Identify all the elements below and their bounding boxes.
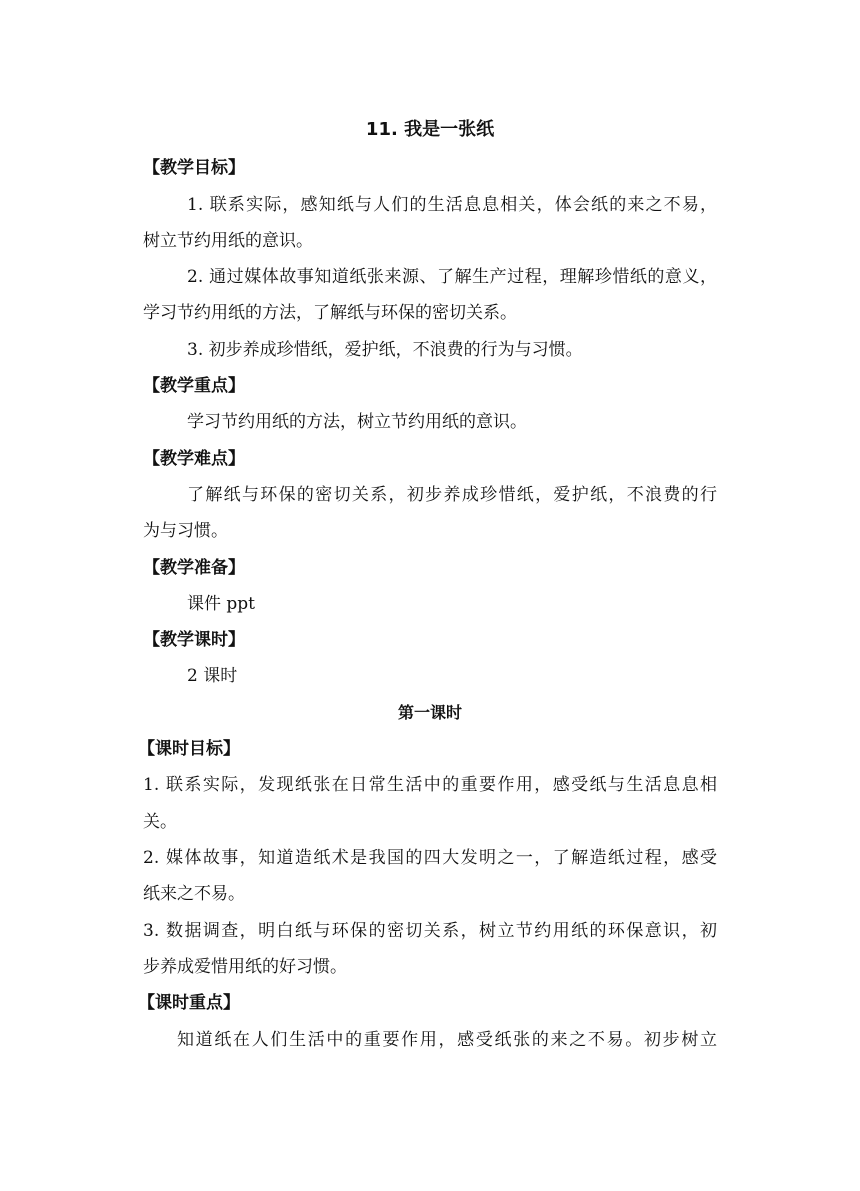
difficulty-line-1: 了解纸与环保的密切关系，初步养成珍惜纸，爱护纸，不浪费的行	[187, 485, 717, 505]
lesson-goal-1-line-2: 关。	[143, 812, 177, 832]
lesson-goal-2-line-1: 2. 媒体故事，知道造纸术是我国的四大发明之一，了解造纸过程，感受	[143, 848, 717, 868]
teaching-key-points-heading: 【教学重点】	[143, 376, 245, 396]
lesson-goal-3-line-2: 步养成爱惜用纸的好习惯。	[143, 957, 347, 977]
goal-3: 3. 初步养成珍惜纸，爱护纸，不浪费的行为与习惯。	[187, 340, 583, 360]
teaching-hours-text: 2 课时	[187, 666, 238, 686]
teaching-preparation-text: 课件 ppt	[187, 594, 255, 614]
teaching-difficulties-heading: 【教学难点】	[143, 449, 245, 469]
document-title: 11. 我是一张纸	[365, 119, 495, 140]
teaching-preparation-heading: 【教学准备】	[143, 558, 245, 578]
teaching-goals-heading: 【教学目标】	[143, 158, 245, 178]
lesson-1-title: 第一课时	[397, 703, 462, 722]
lesson-goal-3-line-1: 3. 数据调查，明白纸与环保的密切关系，树立节约用纸的环保意识，初	[143, 921, 717, 941]
lesson-key-points-text: 知道纸在人们生活中的重要作用，感受纸张的来之不易。初步树立	[177, 1030, 717, 1050]
lesson-key-points-heading: 【课时重点】	[138, 993, 240, 1013]
goal-2-line-2: 学习节约用纸的方法，了解纸与环保的密切关系。	[143, 303, 517, 323]
difficulty-line-2: 为与习惯。	[143, 521, 228, 541]
teaching-key-points-text: 学习节约用纸的方法，树立节约用纸的意识。	[187, 412, 527, 432]
lesson-goals-heading: 【课时目标】	[138, 739, 240, 759]
goal-2-line-1: 2. 通过媒体故事知道纸张来源、了解生产过程，理解珍惜纸的意义，	[187, 267, 717, 287]
lesson-goal-1-line-1: 1. 联系实际，发现纸张在日常生活中的重要作用，感受纸与生活息息相	[143, 775, 717, 795]
lesson-goal-2-line-2: 纸来之不易。	[143, 884, 245, 904]
goal-1-line-2: 树立节约用纸的意识。	[143, 231, 313, 251]
goal-1-line-1: 1. 联系实际，感知纸与人们的生活息息相关，体会纸的来之不易，	[187, 195, 717, 215]
teaching-hours-heading: 【教学课时】	[143, 630, 245, 650]
